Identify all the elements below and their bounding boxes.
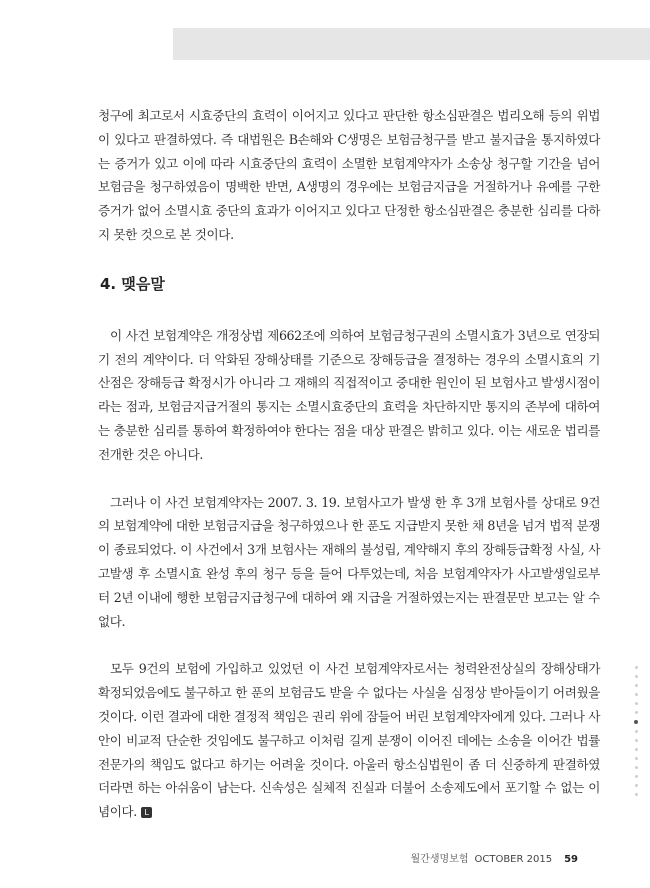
paragraph-1: 청구에 최고로서 시효중단의 효력이 이어지고 있다고 판단한 항소심판결은 법리오해 등의 위법이 있다고 판결하였다. 즉 대법원은 B손해와 C생명은 보험금청구를 받고 불지급을 통지하였다는 증거가 있고 이에 따라 시효중단의 효력이 소멸한 보험계약자가 소송상 청구할 기간을 넘어 보험금을 청구하였음이 명백한 반면, A생명의 경우에는 보험금지급을 거절하거나 유예를 구한 증거가 없어 소멸시효 중단의 효과가 이어지고 있다고 단정한 항소심판결은 충분한 심리를 다하지 못한 것으로 본 것이다.	[98, 108, 600, 242]
side-dot	[635, 793, 638, 796]
side-dot	[635, 757, 638, 760]
paragraph-3: 그러나 이 사건 보험계약자는 2007. 3. 19. 보험사고가 발생 한 후 3개 보험사를 상대로 9건의 보험계약에 대한 보험금지급을 청구하였으나 한 푼도 지급받지 못한 채 8년을 넘겨 법적 분쟁이 종료되었다. 이 사건에서 3개 보험사는 재해의 불성립, 계약해지 후의 장해등급확정 사실, 사고발생 후 소멸시효 완성 후의 청구 등을 들어 다투었는데, 처음 보험계약자가 사고발생일로부터 2년 이내에 행한 보험금지급청구에 대하여 왜 지급을 거절하였는지는 판결문만 보고는 알 수 없다.	[98, 494, 600, 629]
side-dot	[635, 702, 638, 705]
side-dot	[635, 748, 638, 751]
side-progress-dots	[633, 666, 639, 802]
footer-month: OCTOBER 2015	[474, 854, 553, 865]
side-dot	[634, 720, 638, 724]
side-dot	[635, 775, 638, 778]
header-bar	[173, 28, 650, 60]
side-dot	[635, 675, 638, 678]
side-dot	[635, 784, 638, 787]
footer-magazine: 월간생명보험	[410, 854, 469, 865]
side-dot	[635, 693, 638, 696]
side-dot	[635, 666, 638, 669]
side-dot	[635, 684, 638, 687]
page-footer	[411, 850, 578, 865]
end-mark-icon: L	[141, 807, 152, 818]
section-heading: 4. 맺음말	[100, 274, 165, 293]
paragraph-4-text: 모두 9건의 보험에 가입하고 있었던 이 사건 보험계약자로서는 청력완전상실의 장해상태가 확정되었음에도 불구하고 한 푼의 보험금도 받을 수 없다는 사실을 심정상 받아들이기 어려웠을 것이다. 이런 결과에 대한 결정적 책임은 권리 위에 잠들어 버린 보험계약자에게 있다. 그러나 사안이 비교적 단순한 것임에도 불구하고 이처럼 길게 분쟁이 이어진 데에는 소송을 이어간 법률전문가의 책임도 없다고 하기는 어려울 것이다. 아울러 항소심법원이 좀 더 신중하게 판결하였더라면 하는 아쉬움이 남는다. 신속성은 실체적 진실과 더불어 소송제도에서 포기할 수 없는 이념이다.	[98, 661, 600, 820]
side-dot	[635, 739, 638, 742]
paragraph-2: 이 사건 보험계약은 개정상법 제662조에 의하여 보험금청구권의 소멸시효가 3년으로 연장되기 전의 계약이다. 더 악화된 장해상태를 기준으로 장해등급을 결정하는 경우의 소멸시효의 기산점은 장해등급 확정시가 아니라 그 재해의 직접적이고 중대한 원인이 된 보험사고 발생시점이라는 점과, 보험금지급거절의 통지는 소멸시효중단의 효력을 차단하지만 통지의 존부에 대하여는 충분한 심리를 통하여 확정하여야 한다는 점을 대상 판결은 밝히고 있다. 이는 새로운 법리를 전개한 것은 아니다.	[98, 327, 600, 462]
side-dot	[635, 711, 638, 714]
side-dot	[635, 730, 638, 733]
page-number: 59	[564, 854, 578, 865]
paragraph-4	[98, 657, 600, 824]
article-body	[98, 104, 600, 824]
side-dot	[635, 766, 638, 769]
